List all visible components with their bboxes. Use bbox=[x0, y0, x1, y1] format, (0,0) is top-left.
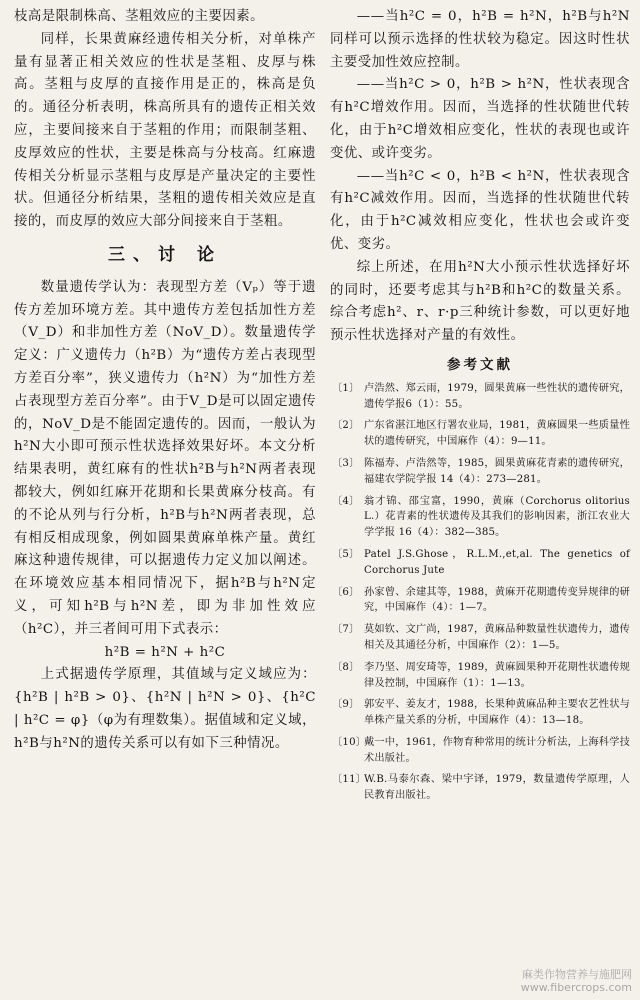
reference-text: 广东省湛江地区行署农业局，1981，黄麻圆果一些质量性状的遗传研究，中国麻作（4）：9—11。 bbox=[364, 420, 630, 448]
reference-text: 郭安平、姜友才，1988，长果种黄麻品种主要农艺性状与单株产量关系的分析，中国麻作（4）：13—18。 bbox=[364, 699, 630, 727]
reference-number: 〔10〕 bbox=[332, 736, 367, 748]
reference-number: 〔7〕 bbox=[332, 624, 360, 636]
references-heading: 参考文献 bbox=[447, 356, 513, 373]
reference-item bbox=[330, 622, 630, 654]
reference-text: W.B.马泰尔森、梁中宇译，1979，数量遗传学原理，人民教育出版社。 bbox=[364, 774, 630, 802]
reference-text: 莫如钦、文广尚，1987，黄麻品种数量性状遗传力，遗传相关及其通径分析，中国麻作（2）：1—5。 bbox=[364, 624, 630, 651]
reference-text: 翁才锦、邵宝富，1990，黄麻（Corchorus olitorius L.）花青素的性状遗传及其我们的影响因素，浙江农业大学学报 16（4）：382—385。 bbox=[364, 495, 630, 539]
reference-text: 李乃坚、周安琦等，1989，黄麻圆果种开花期性状遗传规律及控制，中国麻作（1）：1—13。 bbox=[364, 661, 630, 689]
watermark-line: 麻类作物营养与施肥网 bbox=[522, 968, 632, 981]
paragraph: 综上所述，在用h²N大小预示性状选择好坏的同时，还要考虑其与h²B和h²C的数量关系。综合考虑h²、r、r·p三种统计参数，可以更好地预示性状选择对产量的有效性。 bbox=[330, 259, 630, 344]
reference-item bbox=[330, 456, 630, 488]
reference-text: 卢浩然、郑云雨，1979，圆果黄麻一些性状的遗传研究，遗传学报6（1）：55。 bbox=[364, 382, 630, 410]
reference-item bbox=[330, 735, 630, 767]
reference-item bbox=[330, 772, 630, 804]
formula: h²B = h²N + h²C bbox=[104, 644, 226, 660]
reference-number: 〔9〕 bbox=[332, 699, 360, 711]
reference-text: 孙家曾、余建其等，1988，黄麻开花期遗传变异规律的研究，中国麻作（4）：1—7。 bbox=[364, 586, 630, 614]
left-column bbox=[14, 6, 316, 756]
reference-item bbox=[330, 547, 630, 579]
reference-number: 〔5〕 bbox=[332, 548, 360, 560]
section-heading: 三、讨 论 bbox=[108, 244, 222, 265]
reference-item bbox=[330, 585, 630, 617]
paragraph: 上式据遗传学原理，其值域与定义域应为：{h²B | h²B > 0}、{h²N | h²N > 0}、{h²C | h²C = φ}（φ为有理数集）。据值域和定义域，h²B与h²N的遗传关系可以有如下三种情况。 bbox=[14, 667, 316, 751]
paragraph: 枝高是限制株高、茎粗效应的主要因素。 bbox=[14, 9, 265, 24]
reference-item bbox=[330, 381, 630, 413]
watermark-line: www.fibercrops.com bbox=[520, 981, 632, 994]
reference-item bbox=[330, 418, 630, 450]
paragraph: ——当h²C = 0，h²B = h²N，h²B与h²N同样可以预示选择的性状较为稳定。因这时性状主要受加性效应控制。 bbox=[330, 9, 630, 70]
reference-number: 〔2〕 bbox=[332, 420, 360, 432]
paragraph: 同样，长果黄麻经遗传相关分析，对单株产量有显著正相关效应的性状是茎粗、皮厚与株高。茎粗与皮厚的直接作用是正的，株高是负的。通径分析表明，株高所具有的遗传正相关效应，主要间接来自于茎粗的作用；而限制茎粗、皮厚效应的性状，主要是株高与分枝高。红麻遗传相关分析显示茎粗与皮厚是产量决定的主要性状。但通径分析结果，茎粗的遗传相关效应是直接的，而皮厚的效应大部分间接来自于茎粗。 bbox=[14, 31, 316, 230]
reference-number: 〔6〕 bbox=[332, 586, 360, 598]
reference-item bbox=[330, 660, 630, 692]
reference-number: 〔8〕 bbox=[332, 661, 360, 673]
watermark bbox=[521, 968, 632, 994]
reference-list bbox=[330, 381, 630, 804]
reference-text: Patel J.S.Ghose，R.L.M.,et,al. The genetics of Corchorus Jute bbox=[364, 548, 630, 576]
reference-text: 陈福寿、卢浩然等，1985，圆果黄麻花青素的遗传研究，福建农学院学报 14（4）：273—281。 bbox=[364, 457, 630, 485]
paragraph: ——当h²C > 0，h²B > h²N，性状表现含有h²C增效作用。因而，当选择的性状随世代转化，由于h²C增效相应变化，性状的表现也或许变优、或许变劣。 bbox=[330, 77, 630, 161]
reference-number: 〔4〕 bbox=[332, 495, 360, 507]
paragraph: 数量遗传学认为：表现型方差（Vₚ）等于遗传方差加环境方差。其中遗传方差包括加性方差（V_D）和非加性方差（NoV_D）。数量遗传学定义：广义遗传力（h²B）为“遗传方差占表现型方差百分率”，狭义遗传力（h²N）为“加性方差占表现型方差百分率”。由于V_D是可以固定遗传的，NoV_D是不能固定遗传的。因而，一般认为h²N大小即可预示性状选择效果好坏。本文分析结果表明，黄红麻有的性状h²B与h²N两者表现都较大，例如红麻开花期和长果黄麻分枝高。有的不论从列与行分析，h²B与h²N两者表现，总有相反相成现象，例如圆果黄麻单株产量。黄红麻这种遗传规律，可以据遗传力定义加以阐述。在环境效应基本相同情况下，据h²B与h²N定义，可知h²B与h²N差，即为非加性效应（h²C），并三者间可用下式表示： bbox=[14, 279, 316, 637]
paragraph: ——当h²C < 0，h²B < h²N，性状表现含有h²C减效作用。因而，当选择的性状随世代转化，由于h²C减效相应变化，性状也会或许变优、变劣。 bbox=[330, 168, 630, 252]
reference-number: 〔1〕 bbox=[332, 382, 360, 394]
right-column bbox=[330, 6, 630, 810]
reference-number: 〔3〕 bbox=[332, 457, 360, 469]
reference-item bbox=[330, 494, 630, 541]
reference-item bbox=[330, 697, 630, 729]
reference-number: 〔11〕 bbox=[332, 774, 367, 786]
reference-text: 戴一中，1961，作物育种常用的统计分析法，上海科学技术出版社。 bbox=[364, 736, 630, 764]
